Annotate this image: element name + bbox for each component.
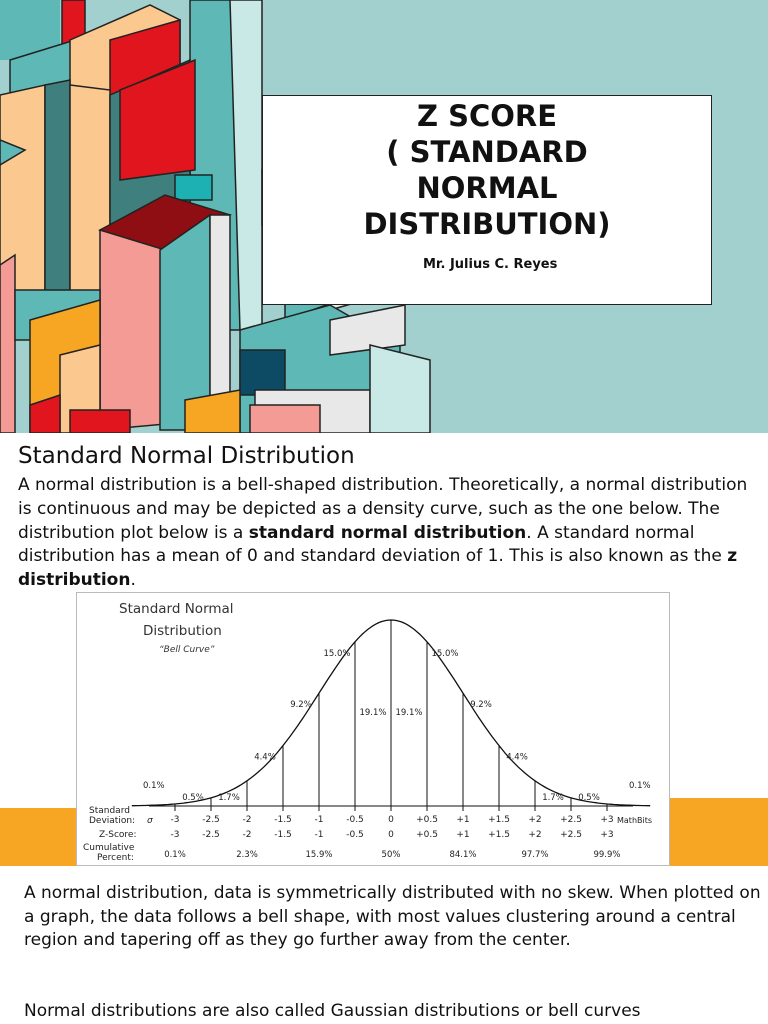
- std-dev-tick: -1.5: [274, 815, 292, 825]
- cumulative-percent-label: 84.1%: [449, 850, 477, 860]
- std-dev-tick: -1: [314, 815, 324, 825]
- region-percent-label: 0.5%: [578, 793, 600, 803]
- region-percent-label: 19.1%: [395, 708, 423, 718]
- std-dev-tick: +1: [456, 815, 470, 825]
- cumulative-percent-label: 2.3%: [236, 850, 258, 860]
- title-line-4: DISTRIBUTION): [363, 207, 611, 241]
- title-box: [262, 95, 712, 305]
- section-heading: Standard Normal Distribution: [18, 443, 355, 469]
- title-line-1: Z SCORE: [416, 99, 558, 133]
- sigma-symbol: σ: [147, 816, 153, 826]
- std-dev-tick: +2.5: [560, 815, 582, 825]
- std-dev-tick: +2: [528, 815, 542, 825]
- region-percent-label: 9.2%: [290, 700, 312, 711]
- z-score-tick: +2.5: [560, 830, 582, 840]
- chart-subtitle: “Bell Curve”: [159, 645, 215, 655]
- title-line-3: NORMAL: [416, 171, 558, 205]
- intro-bold-1: standard normal distribution: [248, 522, 527, 543]
- bell-curve-chart: [76, 592, 670, 866]
- row-label-cum-2: Percent:: [97, 853, 134, 863]
- cumulative-percent-label: 0.1%: [164, 850, 186, 860]
- title-slide: [0, 0, 768, 433]
- region-percent-label: 1.7%: [542, 793, 564, 803]
- tail-label-right: 0.1%: [629, 781, 651, 791]
- author-name: Mr. Julius C. Reyes: [423, 257, 558, 272]
- z-score-tick: +1.5: [488, 830, 510, 840]
- region-percent-label: 0.5%: [182, 793, 204, 803]
- z-score-tick: 0: [388, 830, 394, 840]
- row-label-std-1: Standard: [89, 806, 130, 816]
- bell-curve-svg: [77, 593, 669, 865]
- z-score-tick: +2: [528, 830, 542, 840]
- slide-title: [263, 96, 711, 242]
- title-line-2: ( STANDARD: [386, 135, 588, 169]
- cumulative-percent-label: 97.7%: [521, 850, 549, 860]
- intro-text-3: .: [130, 570, 136, 591]
- row-label-zscore: Z-Score:: [99, 830, 137, 840]
- orange-accent-left: [0, 808, 76, 866]
- z-score-tick: -3: [170, 830, 180, 840]
- watermark: MathBits: [617, 816, 653, 825]
- region-percent-label: 1.7%: [218, 793, 240, 803]
- cumulative-percent-label: 99.9%: [593, 850, 621, 860]
- row-label-std-2: Deviation:: [89, 816, 136, 826]
- region-percent-label: 15.0%: [431, 648, 459, 659]
- intro-text-1: A normal distribution is a bell-shaped distribution. Theoretically, a normal distribution is continuous and may be depicted as a density curve, such as the one below. The distribution plot below is a: [18, 475, 748, 543]
- tail-label-left: 0.1%: [143, 781, 165, 791]
- paragraph-symmetry: A normal distribution, data is symmetrically distributed with no skew. When plotted on a graph, the data follows a bell shape, with most values clustering around a central region and tapering off as they go further away from the center.: [24, 883, 761, 950]
- row-label-cum-1: Cumulative: [83, 843, 135, 853]
- z-score-tick: -0.5: [346, 830, 364, 840]
- z-score-tick: -1.5: [274, 830, 292, 840]
- paragraph-gaussian: Normal distributions are also called Gaussian distributions or bell curves: [24, 1001, 641, 1021]
- chart-title-line: Standard Normal: [119, 601, 234, 617]
- z-score-tick: +3: [600, 830, 614, 840]
- z-score-tick: +0.5: [416, 830, 438, 840]
- intro-bold-2: z distribution: [18, 546, 738, 591]
- std-dev-tick: -2: [242, 815, 252, 825]
- region-percent-label: 4.4%: [506, 752, 528, 763]
- z-score-tick: -1: [314, 830, 324, 840]
- region-percent-label: 4.4%: [254, 752, 276, 763]
- std-dev-tick: 0: [388, 815, 394, 825]
- chart-title-line-2: Distribution: [143, 623, 222, 639]
- region-percent-label: 19.1%: [359, 708, 387, 718]
- z-score-tick: -2.5: [202, 830, 220, 840]
- intro-text-2: . A standard normal distribution has a mean of 0 and standard deviation of 1. This is also known as the: [18, 522, 728, 567]
- std-dev-tick: -3: [170, 815, 180, 825]
- std-dev-tick: +3: [600, 815, 614, 825]
- cumulative-percent-label: 15.9%: [305, 850, 333, 860]
- z-score-tick: +1: [456, 830, 470, 840]
- intro-paragraph: [18, 474, 763, 593]
- region-percent-label: 15.0%: [323, 648, 351, 659]
- region-percent-label: 9.2%: [470, 700, 492, 711]
- std-dev-tick: -0.5: [346, 815, 364, 825]
- std-dev-tick: -2.5: [202, 815, 220, 825]
- z-score-tick: -2: [242, 830, 252, 840]
- cumulative-percent-label: 50%: [381, 850, 401, 860]
- std-dev-tick: +1.5: [488, 815, 510, 825]
- std-dev-tick: +0.5: [416, 815, 438, 825]
- orange-accent-right: [670, 798, 768, 866]
